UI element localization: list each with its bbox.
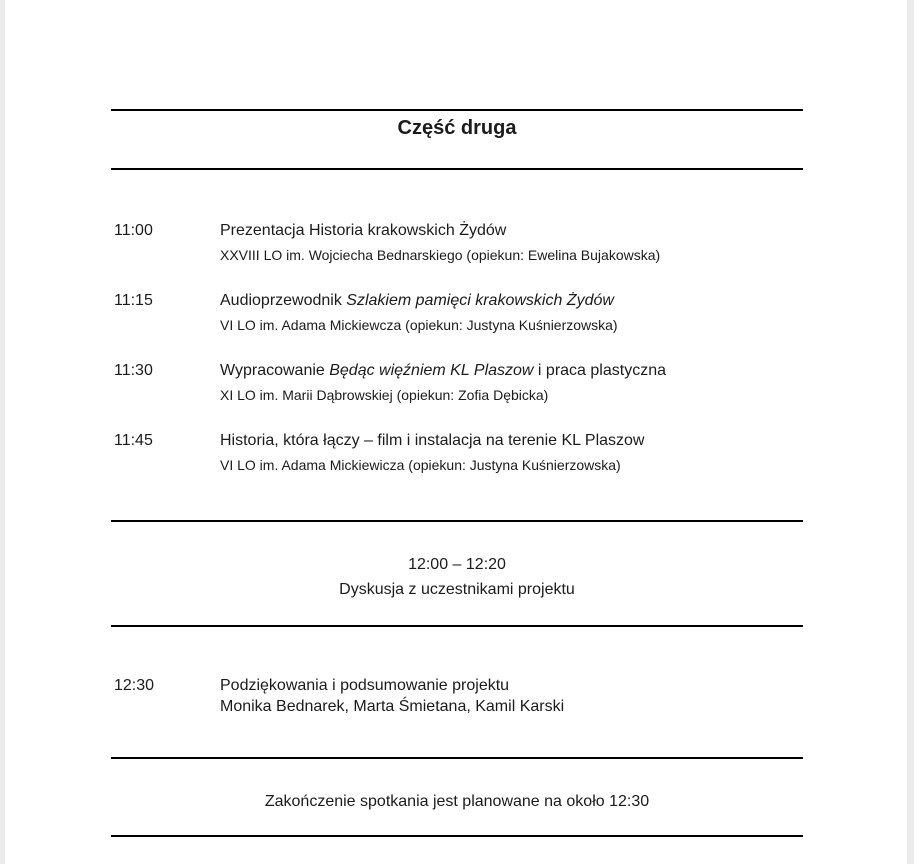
time-label: 11:30 [114,362,153,379]
schedule-row [111,289,803,334]
schedule-row [111,359,803,404]
entry-description [220,429,803,474]
horizontal-rule-5 [111,757,803,759]
horizontal-rule-1 [111,109,803,111]
entry-description [220,675,803,717]
break-block [111,552,803,602]
page-edge-right [907,0,914,864]
page-content [111,0,803,864]
entry-title [220,429,803,453]
entry-description [220,359,803,404]
entry-title [220,289,803,313]
entry-subtitle: VI LO im. Adama Mickiewicza (opiekun: Justyna Kuśnierzowska) [220,457,621,473]
time-label: 11:45 [114,432,153,449]
page-edge-left [0,0,5,864]
break-description: Dyskusja z uczestnikami projektu [339,581,575,598]
entry-description [220,289,803,334]
time-label: 12:30 [114,677,155,694]
time-label: 11:00 [114,222,153,239]
schedule-row [111,429,803,474]
horizontal-rule-2 [111,168,803,170]
entry-title: Podziękowania i podsumowanie projektu [220,677,510,694]
part-heading: Część druga [397,117,517,139]
entry-title [220,359,803,383]
time-label: 11:15 [114,292,153,309]
schedule-row [111,219,803,264]
closing-note: Zakończenie spotkania jest planowane na około 12:30 [264,793,650,810]
entry-title [220,219,803,243]
entry-title-regular: Audioprzewodnik [220,292,347,309]
entry-title-italic: Będąc więźniem KL Plaszow [329,362,534,379]
entry-title-regular: Historia, która łączy – film i instalacja na terenie KL Plaszow [220,432,645,449]
horizontal-rule-4 [111,625,803,627]
entry-people: Monika Bednarek, Marta Śmietana, Kamil Karski [220,698,565,715]
entry-description [220,219,803,264]
entry-subtitle: VI LO im. Adama Mickiewcza (opiekun: Justyna Kuśnierzowska) [220,317,618,333]
entry-subtitle: XI LO im. Marii Dąbrowskiej (opiekun: Zofia Dębicka) [220,387,549,403]
entry-title-regular: Prezentacja Historia krakowskich Żydów [220,222,507,239]
entry-title-italic: Szlakiem pamięci krakowskich Żydów [346,292,614,309]
schedule-row [111,675,803,717]
horizontal-rule-3 [111,520,803,522]
horizontal-rule-6 [111,835,803,837]
entry-subtitle: XXVIII LO im. Wojciecha Bednarskiego (opiekun: Ewelina Bujakowska) [220,247,661,263]
entry-title-regular: Wypracowanie [220,362,330,379]
entry-title-after: i praca plastyczna [533,362,666,379]
break-time-range: 12:00 – 12:20 [408,556,506,573]
